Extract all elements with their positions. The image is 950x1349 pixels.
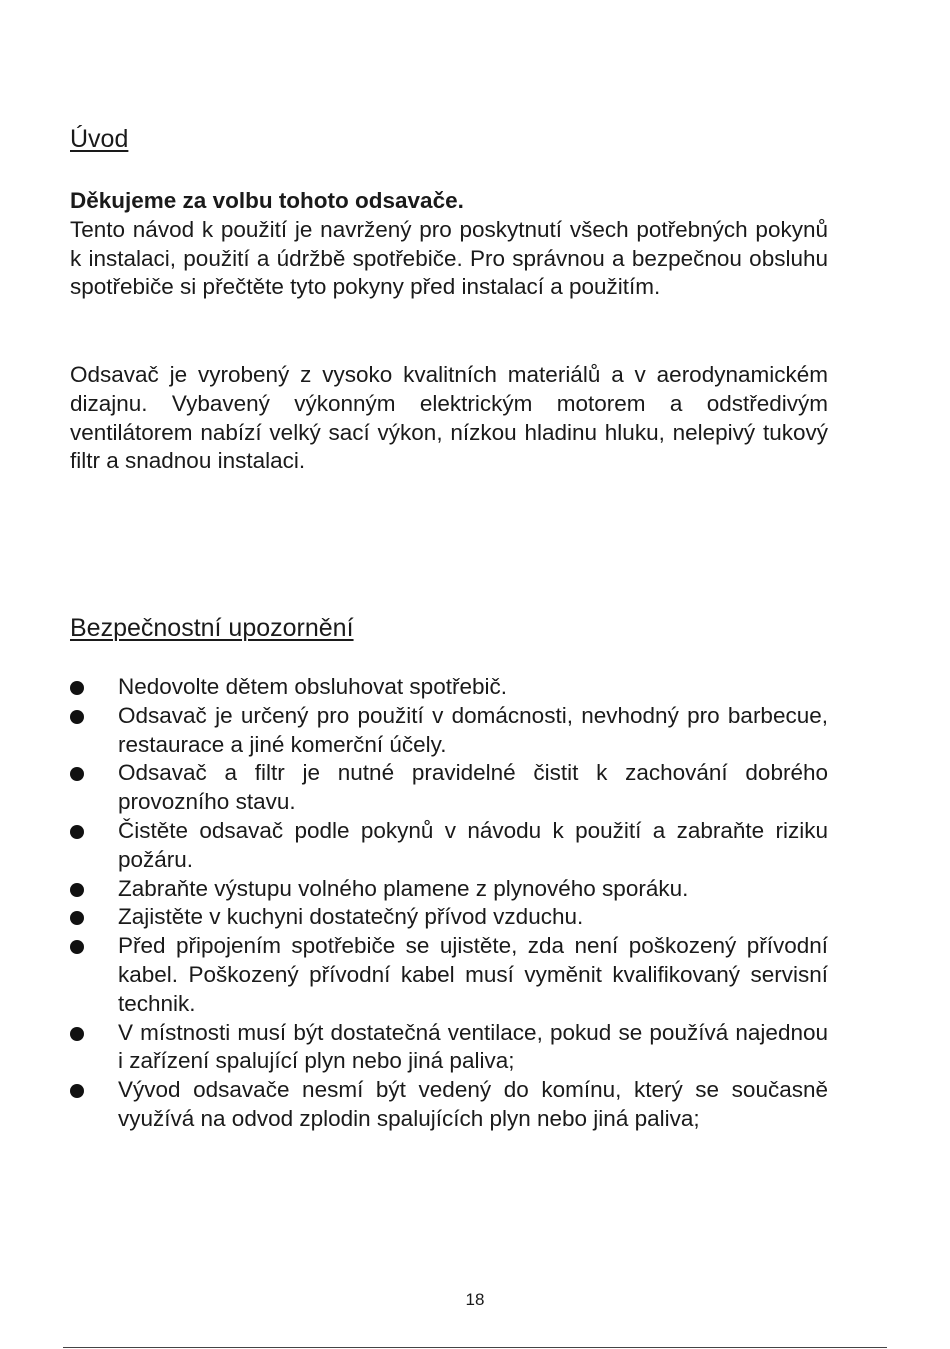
intro-paragraph-1: [70, 187, 828, 302]
intro-heading: Úvod: [70, 125, 129, 153]
list-item: [70, 932, 828, 1018]
list-item: [70, 1076, 828, 1134]
bullet-icon: [70, 911, 84, 925]
bullet-icon: [70, 767, 84, 781]
list-item: [70, 817, 828, 875]
list-item-text: Nedovolte dětem obsluhovat spotřebič.: [118, 674, 507, 699]
page-number: 18: [465, 1290, 485, 1309]
intro-paragraph-1-text: Tento návod k použití je navržený pro poskytnutí všech potřebných pokynů k instalaci, použití a údržbě spotřebiče. Pro správnou a bezpečnou obsluhu spotřebiče si přečtěte tyto pokyny před instalací a použitím.: [70, 216, 828, 300]
footer-divider: [63, 1347, 887, 1348]
list-item: [70, 759, 828, 817]
bullet-icon: [70, 825, 84, 839]
list-item: [70, 702, 828, 760]
bullet-icon: [70, 1084, 84, 1098]
list-item-text: Před připojením spotřebiče se ujistěte, zda není poškozený přívodní kabel. Poškozený přívodní kabel musí vyměnit kvalifikovaný servisní technik.: [118, 933, 828, 1016]
bullet-icon: [70, 1027, 84, 1041]
list-item: [70, 673, 828, 702]
list-item-text: Čistěte odsavač podle pokynů v návodu k použití a zabraňte riziku požáru.: [118, 817, 828, 872]
safety-heading: Bezpečnostní upozornění: [70, 614, 354, 642]
bullet-icon: [70, 883, 84, 897]
intro-paragraph-2: Odsavač je vyrobený z vysoko kvalitních materiálů a v aerodynamickém dizajnu. Vybavený výkonným elektrickým motorem a odstředivým ventilátorem nabízí velký sací výkon, nízkou hladinu hluku, nelepivý tukový filtr a snadnou instalaci.: [70, 362, 828, 474]
list-item-text: V místnosti musí být dostatečná ventilace, pokud se používá najednou i zařízení spalující plyn nebo jiná paliva;: [118, 1019, 828, 1074]
list-item-text: Vývod odsavače nesmí být vedený do komínu, který se současně využívá na odvod zplodin spalujících plyn nebo jiná paliva;: [118, 1077, 828, 1131]
intro-thanks: Děkujeme za volbu tohoto odsavače.: [70, 188, 464, 213]
list-item: [70, 903, 828, 932]
list-item-text: Odsavač je určený pro použití v domácnosti, nevhodný pro barbecue, restaurace a jiné komerční účely.: [118, 702, 828, 757]
bullet-icon: [70, 940, 84, 954]
safety-list: [70, 673, 828, 1134]
list-item-text: Zabraňte výstupu volného plamene z plynového sporáku.: [118, 875, 689, 901]
list-item-text: Zajistěte v kuchyni dostatečný přívod vzduchu.: [118, 904, 584, 930]
list-item: [70, 875, 828, 904]
bullet-icon: [70, 681, 84, 695]
bullet-icon: [70, 710, 84, 724]
list-item-text: Odsavač a filtr je nutné pravidelné čistit k zachování dobrého provozního stavu.: [118, 760, 828, 815]
list-item: [70, 1019, 828, 1077]
